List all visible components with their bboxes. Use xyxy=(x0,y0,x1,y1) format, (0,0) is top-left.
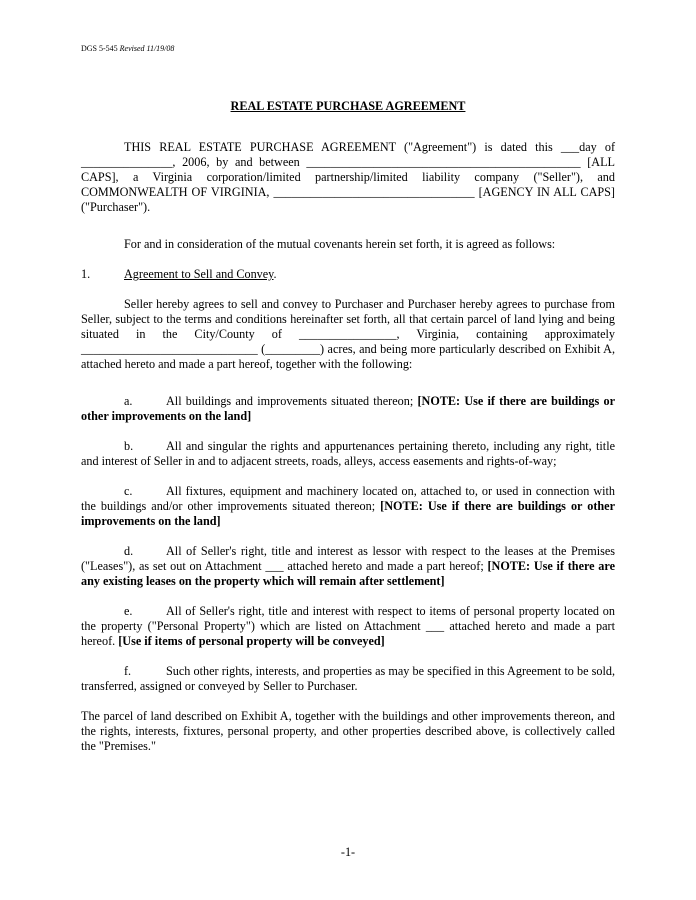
item-text: All and singular the rights and appurtenances pertaining thereto, including any right, title and interest of Seller in and to adjacent streets, roads, alleys, access easements and rights-of-way; xyxy=(81,439,615,468)
item-letter: f. xyxy=(124,664,132,678)
item-note: [NOTE: Use if there are any existing leases on the property which will remain after settlement] xyxy=(81,559,616,588)
section-1-body: Seller hereby agrees to sell and convey to Purchaser and Purchaser hereby agrees to purchase from Seller, subject to the terms and conditions hereinafter set forth, all that certain parcel of land lying and being situated in the City/County of ________________, Virginia, containing approximately _____________________________ (_________) acres, and being more particularly described on Exhibit A, attached hereto and made a part hereof, together with the following: xyxy=(81,297,615,371)
item-text: All of Seller's right, title and interest as lessor with respect to the leases at the Premises ("Leases"), as set out on Attachment ___ attached hereto and made a part hereof; xyxy=(81,544,615,573)
form-id: DGS 5-545 xyxy=(81,44,118,53)
item-list xyxy=(81,394,615,694)
revision-date: Revised 11/19/08 xyxy=(119,44,175,53)
form-header xyxy=(81,44,174,53)
item-note: [NOTE: Use if there are buildings or other improvements on the land] xyxy=(81,394,615,423)
list-item xyxy=(81,664,615,694)
list-item xyxy=(81,544,615,589)
item-text: Such other rights, interests, and properties as may be specified in this Agreement to be sold, transferred, assigned or conveyed by Seller to Purchaser. xyxy=(81,664,615,693)
section-heading-period: . xyxy=(273,267,277,281)
item-text: All of Seller's right, title and interest with respect to items of personal property located on the property ("Personal Property") which are listed on Attachment ___ attached hereto and made a part hereof. xyxy=(81,604,615,648)
list-item xyxy=(81,484,615,529)
section-1-heading xyxy=(81,267,615,282)
item-text: All buildings and improvements situated thereon; xyxy=(166,394,418,408)
item-text: All fixtures, equipment and machinery located on, attached to, or used in connection with the buildings and/or other improvements situated thereon; xyxy=(81,484,615,513)
document-body xyxy=(81,140,615,754)
intro-paragraph: THIS REAL ESTATE PURCHASE AGREEMENT ("Agreement") is dated this ___day of _______________, 2006, by and between _____________________________________________ [ALL CAPS], a Virginia corporation/limited partnership/limited liability company ("Seller"), and COMMONWEALTH OF VIRGINIA, _________________________________ [AGENCY IN ALL CAPS] ("Purchaser"). xyxy=(81,140,615,214)
item-letter: a. xyxy=(124,394,133,408)
item-letter: e. xyxy=(124,604,133,618)
item-letter: d. xyxy=(124,544,134,558)
item-letter: c. xyxy=(124,484,133,498)
document-title: REAL ESTATE PURCHASE AGREEMENT xyxy=(230,99,466,113)
section-heading-text: Agreement to Sell and Convey xyxy=(124,267,274,281)
list-item xyxy=(81,394,615,424)
list-item xyxy=(81,439,615,469)
page-number: -1- xyxy=(340,845,356,859)
list-item xyxy=(81,604,615,649)
section-number: 1. xyxy=(81,267,91,281)
item-note: [NOTE: Use if there are buildings or other improvements on the land] xyxy=(81,499,615,528)
consideration-paragraph: For and in consideration of the mutual covenants herein set forth, it is agreed as follows: xyxy=(124,237,556,251)
item-note: [Use if items of personal property will be conveyed] xyxy=(118,634,385,648)
closing-paragraph: The parcel of land described on Exhibit A, together with the buildings and other improvements thereon, and the rights, interests, fixtures, personal property, and other properties described above, is collectively called the "Premises." xyxy=(81,709,615,753)
item-letter: b. xyxy=(124,439,134,453)
